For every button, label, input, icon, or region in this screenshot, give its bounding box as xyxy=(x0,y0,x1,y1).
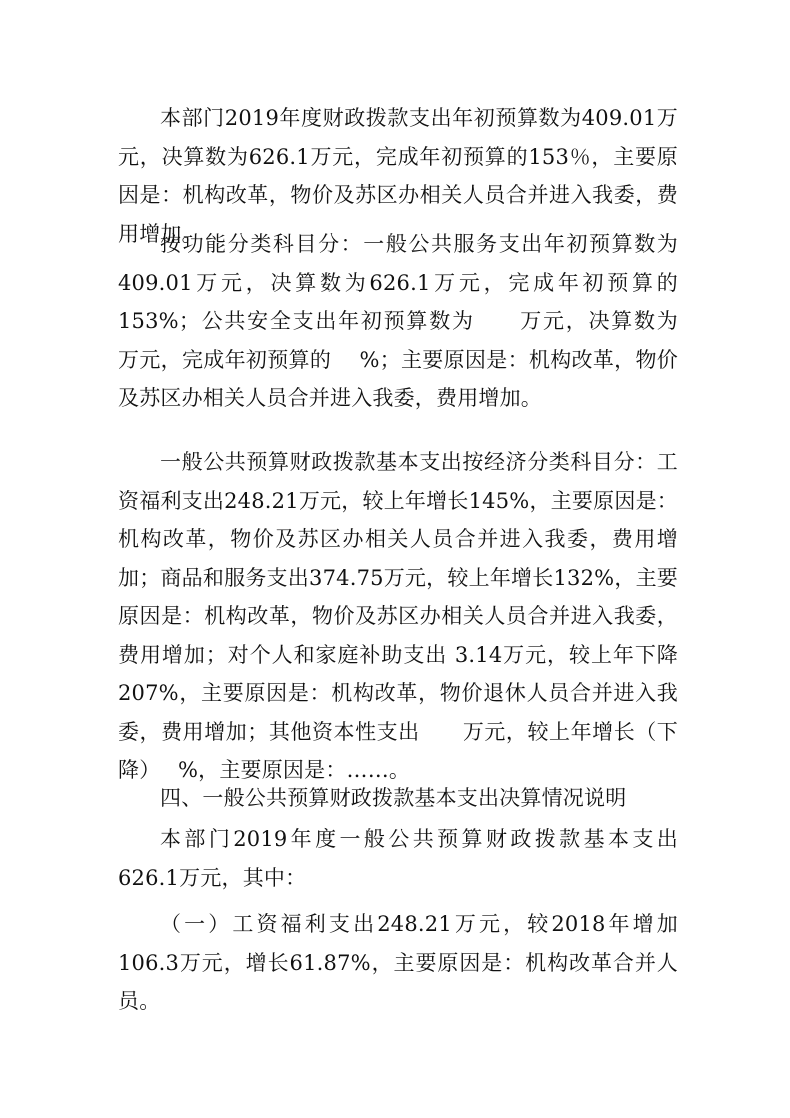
paragraph-functional-classification: 按功能分类科目分：一般公共服务支出年初预算数为409.01万元，决算数为626.1万元，完成年初预算的153%；公共安全支出年初预算数为 万元，决算数为 万元，完成年初预算的 %；主要原因是：机构改革，物价及苏区办相关人员合并进入我委，费用增加。 xyxy=(118,232,707,410)
paragraph-economic-classification: 一般公共预算财政拨款基本支出按经济分类科目分：工资福利支出248.21万元，较上年增长145%，主要原因是：机构改革，物价及苏区办相关人员合并进入我委，费用增加；商品和服务支出374.75万元，较上年增长132%，主要原因是：机构改革，物价及苏区办相关人员合并进入我委，费用增加；对个人和家庭补助支出 3.14万元，较上年下降207%，主要原因是：机构改革，物价退休人员合并进入我委，费用增加；其他资本性支出 万元，较上年增长（下降） %，主要原因是：……。 xyxy=(118,450,678,782)
paragraph-budget-overview: 本部门2019年度财政拨款支出年初预算数为409.01万元，决算数为626.1万元，完成年初预算的153％，主要原因是：机构改革，物价及苏区办相关人员合并进入我委，费用增加。 xyxy=(118,106,678,246)
paragraph-basic-expenditure-total: 本部门2019年度一般公共预算财政拨款基本支出626.1万元，其中： xyxy=(118,827,678,890)
section-heading-basic-expenditure: 四、一般公共预算财政拨款基本支出决算情况说明 xyxy=(160,786,627,810)
paragraph-salary-welfare: （一）工资福利支出248.21万元，较2018年增加106.3万元，增长61.87%，主要原因是：机构改革合并人员。 xyxy=(118,912,678,1013)
